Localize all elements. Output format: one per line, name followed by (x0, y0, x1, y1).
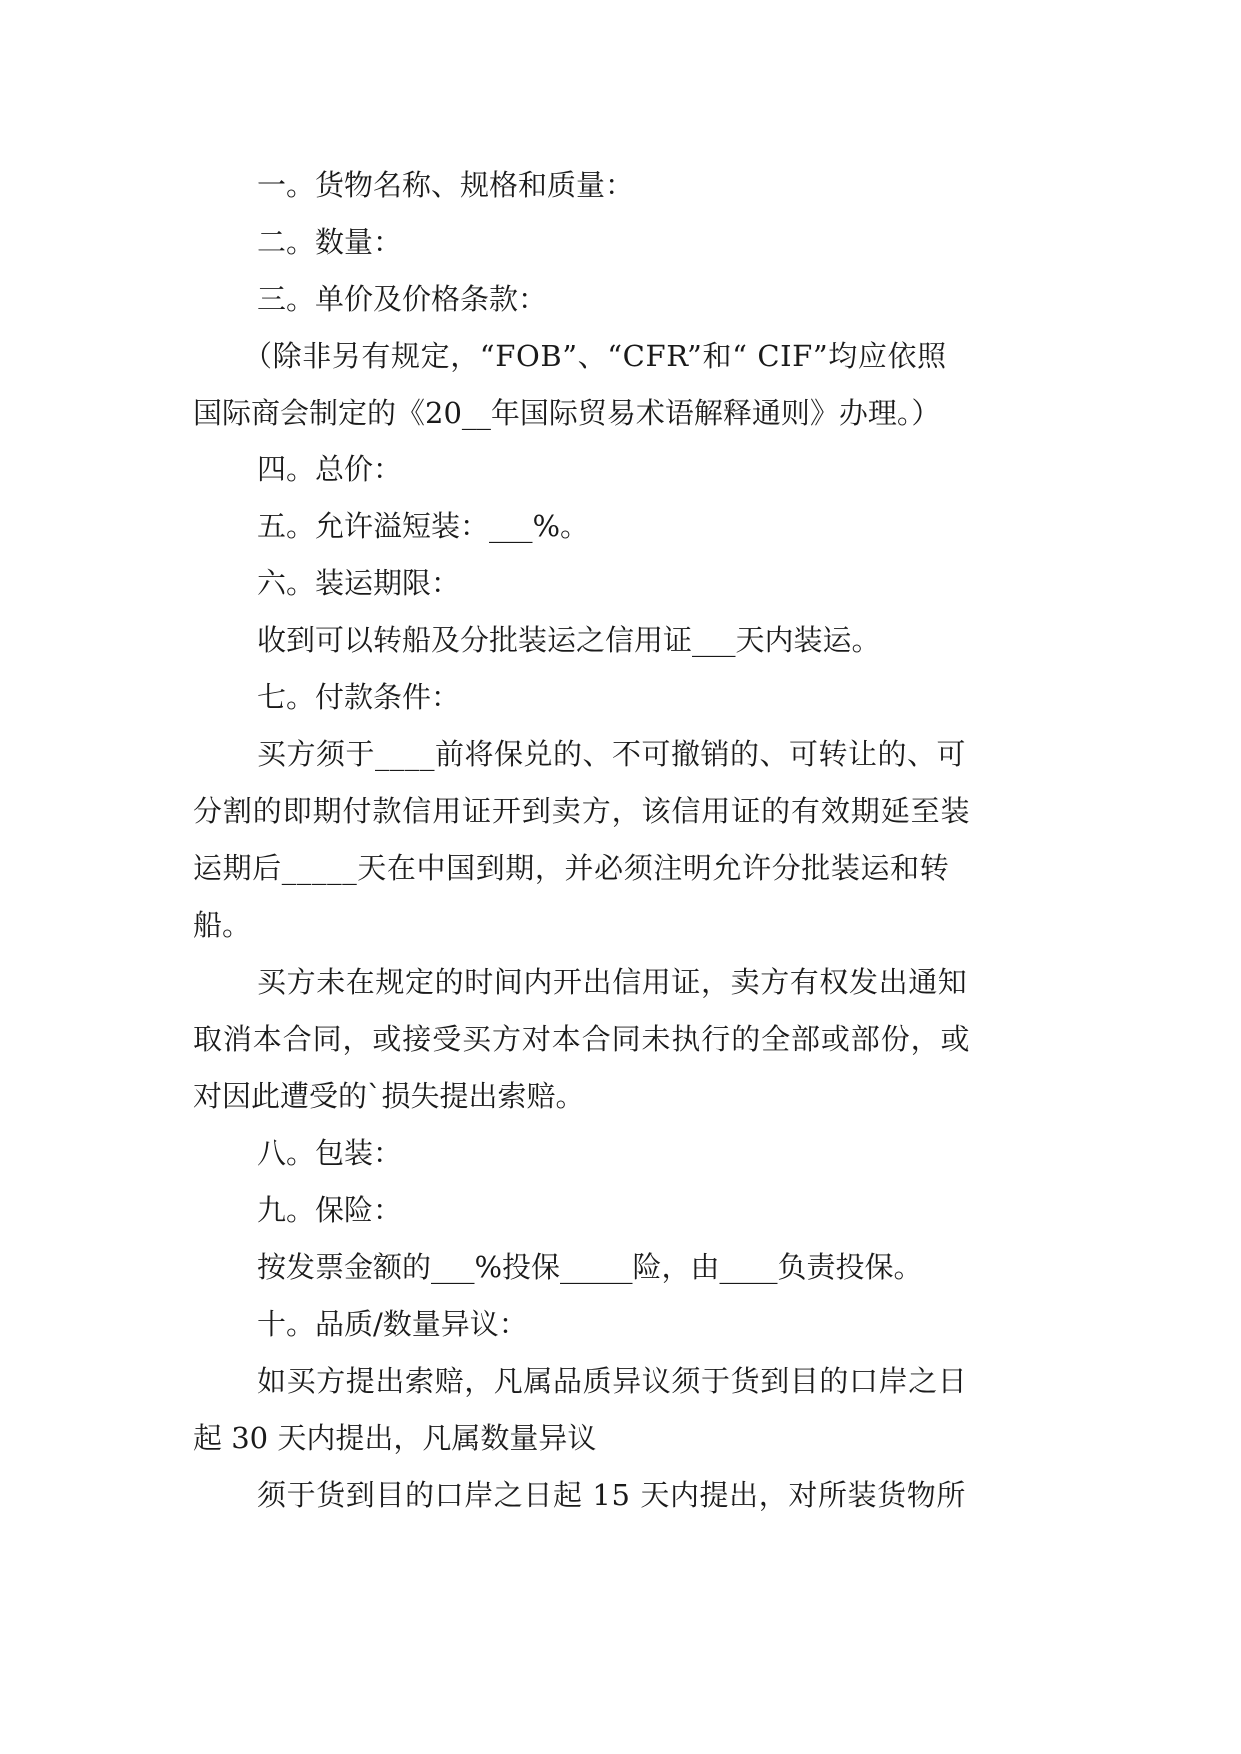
clause-3-note-line-1: （除非另有规定，“FOB”、“CFR”和“ CIF”均应依照 (243, 339, 947, 373)
clause-7-para-2-line-1: 买方未在规定的时间内开出信用证，卖方有权发出通知 (257, 965, 968, 999)
clause-7-para-2-line-2: 取消本合同，或接受买方对本合同未执行的全部或部份，或 (193, 1022, 971, 1056)
clause-3-note-line-2: 国际商会制定的《20__年国际贸易术语解释通则》办理。） (193, 396, 941, 430)
clause-10-body-line-2: 起 30 天内提出，凡属数量异议 (193, 1421, 597, 1455)
clause-7-body-line-3: 运期后_____天在中国到期，并必须注明允许分批装运和转 (193, 851, 950, 885)
clause-10-body-line-3: 须于货到目的口岸之日起 15 天内提出，对所装货物所 (257, 1478, 966, 1512)
clause-7-body-line-4: 船。 (193, 908, 252, 942)
clause-6-heading: 六。装运期限： (257, 566, 461, 600)
clause-2-heading: 二。数量： (257, 225, 403, 259)
clause-7-para-2-line-3: 对因此遭受的`损失提出索赔。 (193, 1079, 585, 1113)
clause-7-body-line-1: 买方须于____前将保兑的、不可撤销的、可转让的、可 (257, 737, 967, 771)
clause-9-body: 按发票金额的___%投保_____险，由____负责投保。 (257, 1250, 923, 1284)
clause-7-heading: 七。付款条件： (257, 680, 461, 714)
clause-9-heading: 九。保险： (257, 1193, 403, 1227)
clause-6-body: 收到可以转船及分批装运之信用证___天内装运。 (257, 623, 881, 657)
clause-10-heading: 十。品质/数量异议： (257, 1307, 528, 1341)
clause-5-heading: 五。允许溢短装：___%。 (257, 509, 590, 543)
clause-7-body-line-2: 分割的即期付款信用证开到卖方，该信用证的有效期延至装 (193, 794, 971, 828)
clause-10-body-line-1: 如买方提出索赔，凡属品质异议须于货到目的口岸之日 (257, 1364, 968, 1398)
clause-1-heading: 一。货物名称、规格和质量： (257, 168, 635, 202)
clause-8-heading: 八。包装： (257, 1136, 403, 1170)
clause-4-heading: 四。总价： (257, 452, 403, 486)
clause-3-heading: 三。单价及价格条款： (257, 282, 548, 316)
